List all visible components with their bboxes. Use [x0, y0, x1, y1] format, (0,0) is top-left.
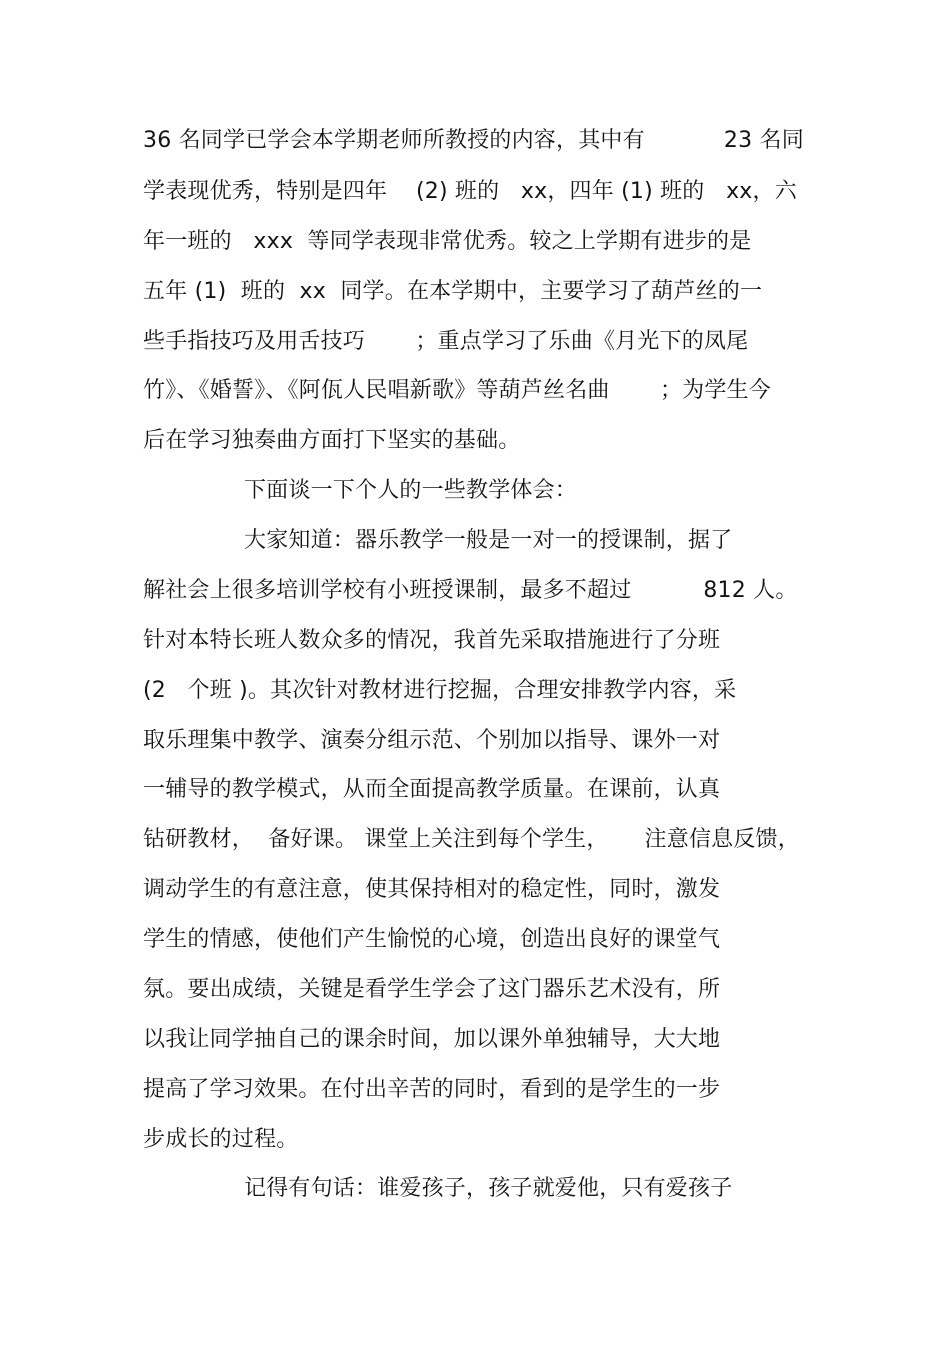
text-line: 36 名同学已学会本学期老师所教授的内容，其中有 23 名同	[143, 128, 804, 153]
text-line: 些手指技巧及用舌技巧 ；重点学习了乐曲《月光下的凤尾	[143, 329, 749, 354]
text-line: 五年 (1) 班的 xx 同学。在本学期中，主要学习了葫芦丝的一	[143, 279, 763, 304]
text-line: 以我让同学抽自己的课余时间，加以课外单独辅导，大大地	[143, 1027, 721, 1052]
text-line: 步成长的过程。	[143, 1127, 299, 1152]
paragraph-start-line: 下面谈一下个人的一些教学体会：	[244, 478, 578, 503]
text-line: 年一班的 xxx 等同学表现非常优秀。较之上学期有进步的是	[143, 229, 752, 254]
paragraph-start-line: 大家知道：器乐教学一般是一对一的授课制，据了	[244, 528, 733, 553]
text-line: 后在学习独奏曲方面打下坚实的基础。	[143, 428, 521, 453]
text-line: 取乐理集中教学、演奏分组示范、个别加以指导、课外一对	[143, 728, 721, 753]
paragraph-start-line: 记得有句话：谁爱孩子，孩子就爱他，只有爱孩子	[244, 1176, 733, 1201]
text-line: 学生的情感，使他们产生愉悦的心境，创造出良好的课堂气	[143, 927, 721, 952]
text-line: 氛。要出成绩，关键是看学生学会了这门器乐艺术没有，所	[143, 977, 721, 1002]
text-line: (2 个班 )。其次针对教材进行挖掘，合理安排教学内容，采	[143, 678, 737, 703]
text-line: 钻研教材， 备好课。 课堂上关注到每个学生， 注意信息反馈，	[143, 827, 800, 852]
text-line: 学表现优秀，特别是四年 (2) 班的 xx，四年 (1) 班的 xx，六	[143, 179, 797, 204]
text-line: 一辅导的教学模式，从而全面提高教学质量。在课前，认真	[143, 777, 721, 802]
text-line: 提高了学习效果。在付出辛苦的同时，看到的是学生的一步	[143, 1077, 721, 1102]
text-line: 解社会上很多培训学校有小班授课制，最多不超过 812 人。	[143, 578, 798, 603]
text-line: 竹》、《婚誓》、《阿佤人民唱新歌》等葫芦丝名曲 ；为学生今	[143, 378, 771, 403]
text-line: 调动学生的有意注意，使其保持相对的稳定性，同时，激发	[143, 877, 721, 902]
text-line: 针对本特长班人数众多的情况，我首先采取措施进行了分班	[143, 628, 721, 653]
